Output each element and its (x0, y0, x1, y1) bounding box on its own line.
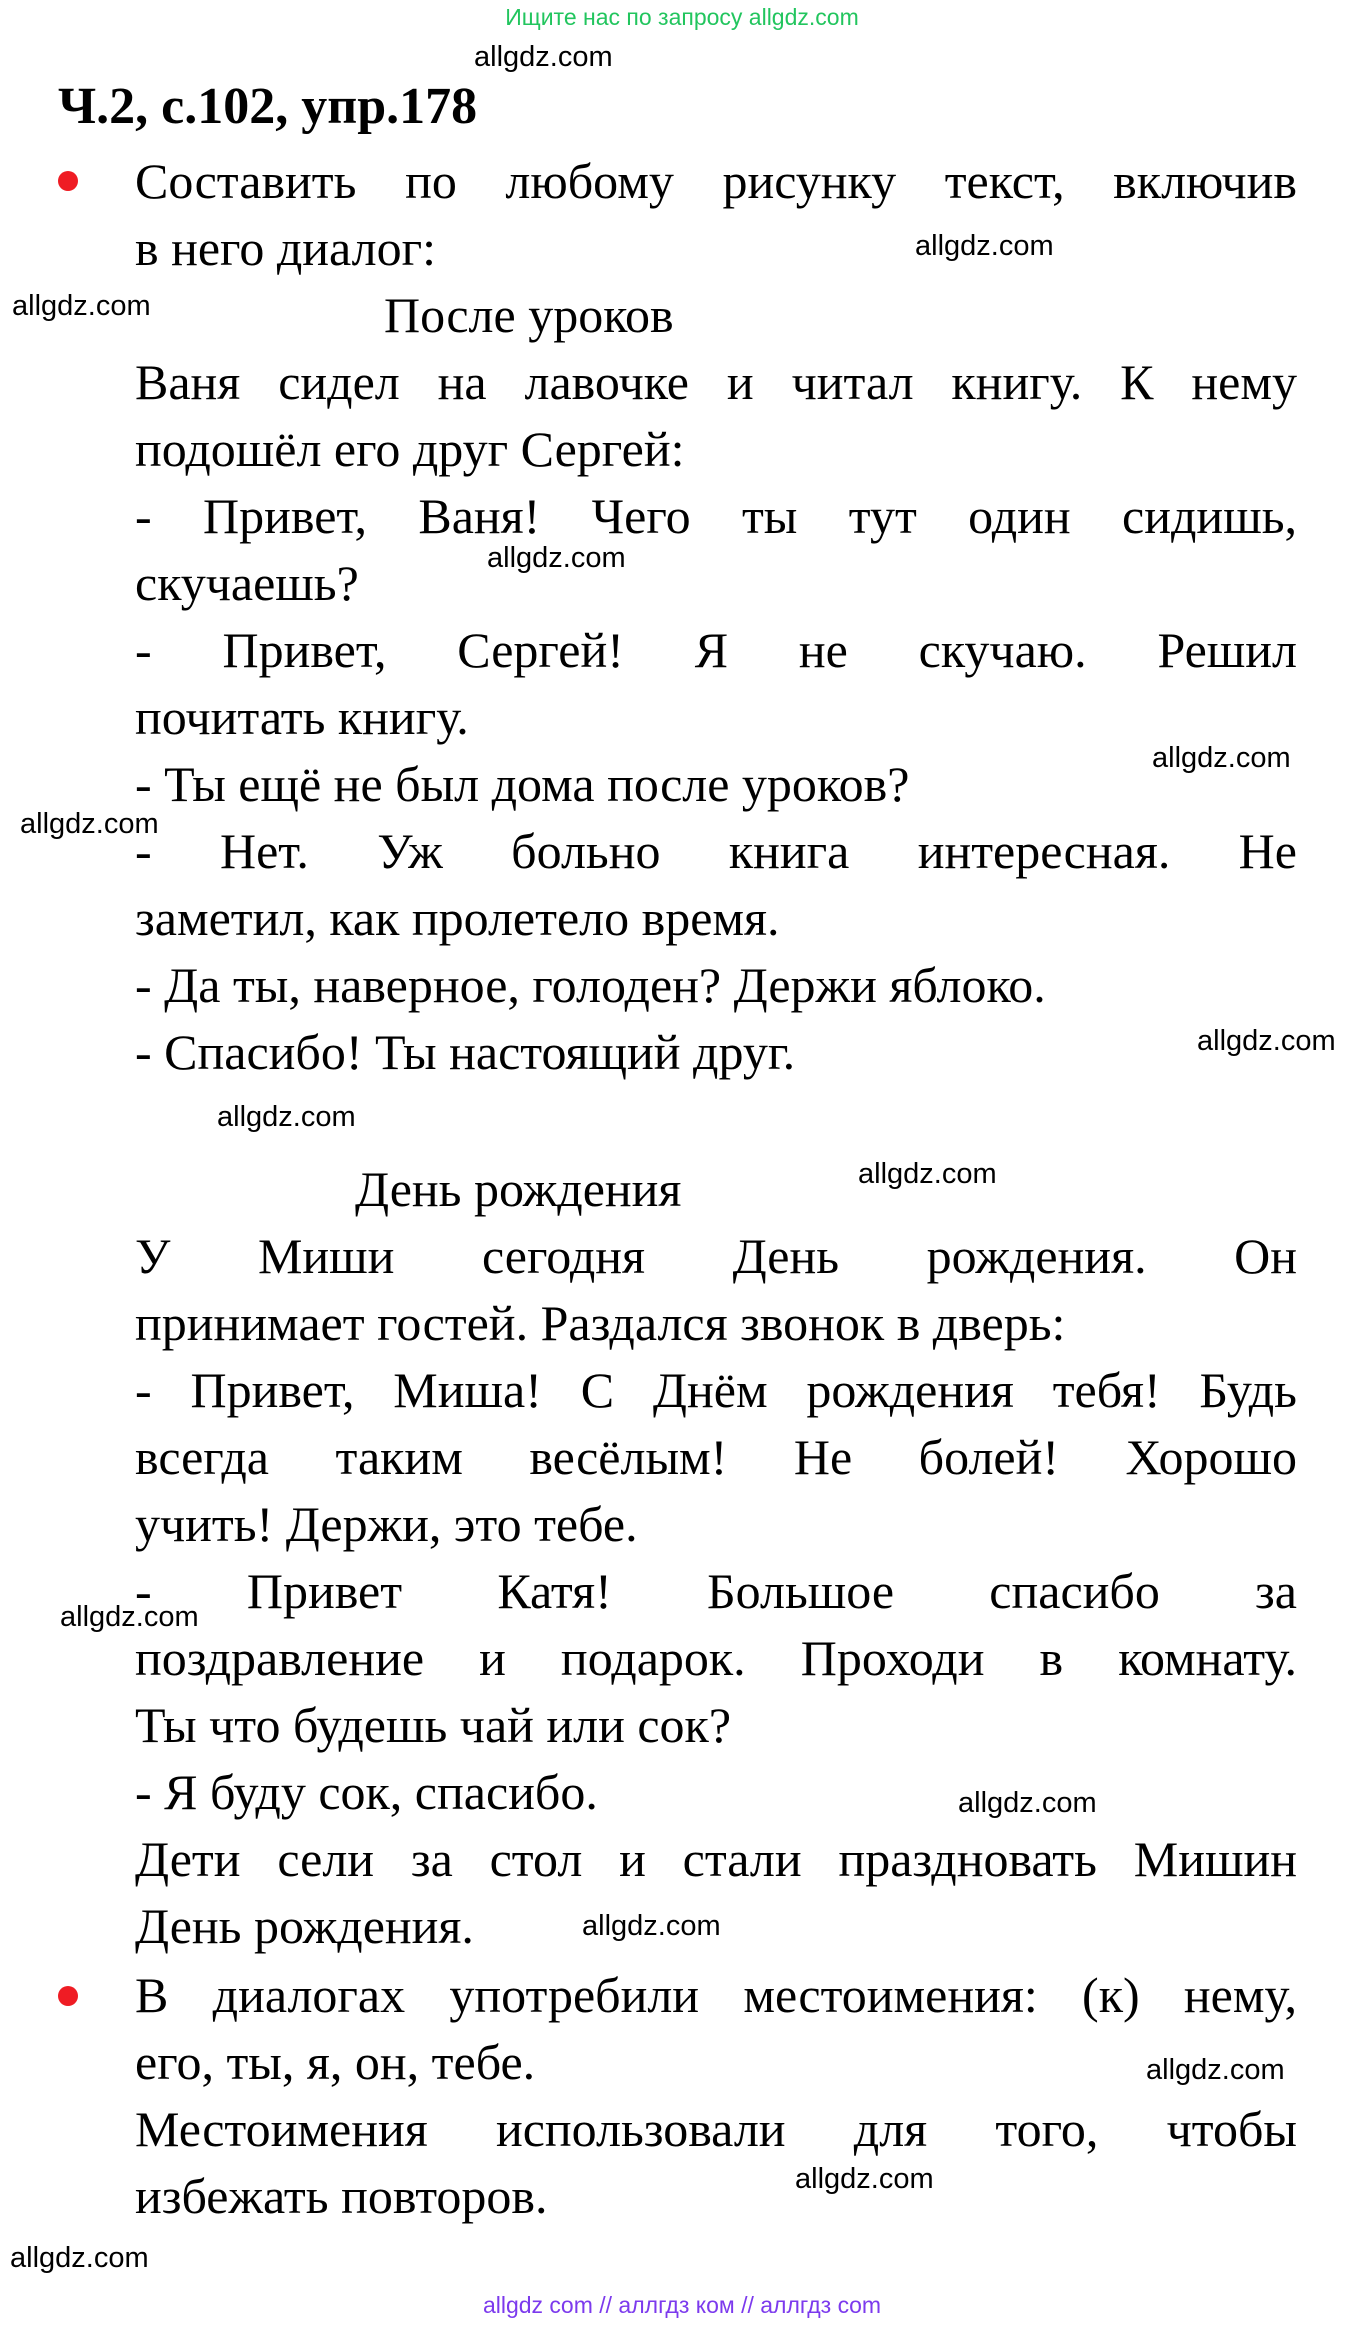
text-line: - Привет, Ваня! Чего ты тут один сидишь, (135, 488, 1297, 544)
watermark: allgdz.com (60, 1601, 199, 1633)
watermark: allgdz.com (487, 542, 626, 574)
text-line: - Привет Катя! Большое спасибо за (135, 1563, 1297, 1619)
text-line: его, ты, я, он, тебе. (135, 2034, 536, 2090)
text-line: всегда таким весёлым! Не болей! Хорошо (135, 1429, 1297, 1485)
bullet-icon (58, 1986, 78, 2006)
text-line: Дети сели за стол и стали праздновать Мишин (135, 1831, 1297, 1887)
watermark: allgdz.com (217, 1101, 356, 1133)
top-banner[interactable]: Ищите нас по запросу allgdz.com (505, 4, 859, 30)
bottom-banner[interactable]: allgdz com // аллгдз ком // аллгдз com (482, 2292, 882, 2318)
text-line: У Миши сегодня День рождения. Он (135, 1228, 1297, 1284)
watermark: allgdz.com (20, 808, 159, 840)
watermark: allgdz.com (1152, 742, 1291, 774)
text-line: подошёл его друг Сергей: (135, 421, 685, 477)
text-line: почитать книгу. (135, 689, 469, 745)
text-line: - Нет. Уж больно книга интересная. Не (135, 823, 1297, 879)
watermark: allgdz.com (474, 41, 613, 73)
watermark: allgdz.com (1146, 2054, 1285, 2086)
task2-text (135, 1962, 1297, 2230)
page-title: Ч.2, с.102, упр.178 (58, 78, 478, 135)
text-line: В диалогах употребили местоимения: (к) нему, (135, 1967, 1297, 2023)
watermark: allgdz.com (12, 290, 151, 322)
watermark: allgdz.com (1197, 1025, 1336, 1057)
watermark: allgdz.com (915, 230, 1054, 262)
watermark: allgdz.com (582, 1910, 721, 1942)
text-line: в него диалог: (135, 220, 437, 276)
story1-text (135, 349, 1297, 1086)
text-line: учить! Держи, это тебе. (135, 1496, 638, 1552)
text-line: принимает гостей. Раздался звонок в дверь: (135, 1295, 1066, 1351)
story1-title: После уроков (384, 287, 674, 343)
watermark: allgdz.com (10, 2242, 149, 2274)
text-line: заметил, как пролетело время. (135, 890, 780, 946)
text-line: поздравление и подарок. Проходи в комнату. (135, 1630, 1297, 1686)
text-line: Ваня сидел на лавочке и читал книгу. К нему (135, 354, 1297, 410)
story2-text (135, 1223, 1297, 1960)
text-line: избежать повторов. (135, 2168, 548, 2224)
watermark: allgdz.com (958, 1787, 1097, 1819)
text-line: скучаешь? (135, 555, 359, 611)
text-line: - Привет, Миша! С Днём рождения тебя! Будь (135, 1362, 1297, 1418)
watermark: allgdz.com (858, 1158, 997, 1190)
text-line: - Я буду сок, спасибо. (135, 1764, 598, 1820)
text-line: Составить по любому рисунку текст, включив (135, 153, 1297, 209)
text-line: День рождения. (135, 1898, 474, 1954)
text-line: - Ты ещё не был дома после уроков? (135, 756, 910, 812)
text-line: - Спасибо! Ты настоящий друг. (135, 1024, 796, 1080)
watermark: allgdz.com (795, 2163, 934, 2195)
text-line: - Да ты, наверное, голоден? Держи яблоко. (135, 957, 1046, 1013)
text-line: Ты что будешь чай или сок? (135, 1697, 732, 1753)
text-line: - Привет, Сергей! Я не скучаю. Решил (135, 622, 1297, 678)
task1-text (135, 148, 1297, 282)
text-line: Местоимения использовали для того, чтобы (135, 2101, 1297, 2157)
story2-title: День рождения (355, 1161, 682, 1217)
bullet-icon (58, 171, 78, 191)
